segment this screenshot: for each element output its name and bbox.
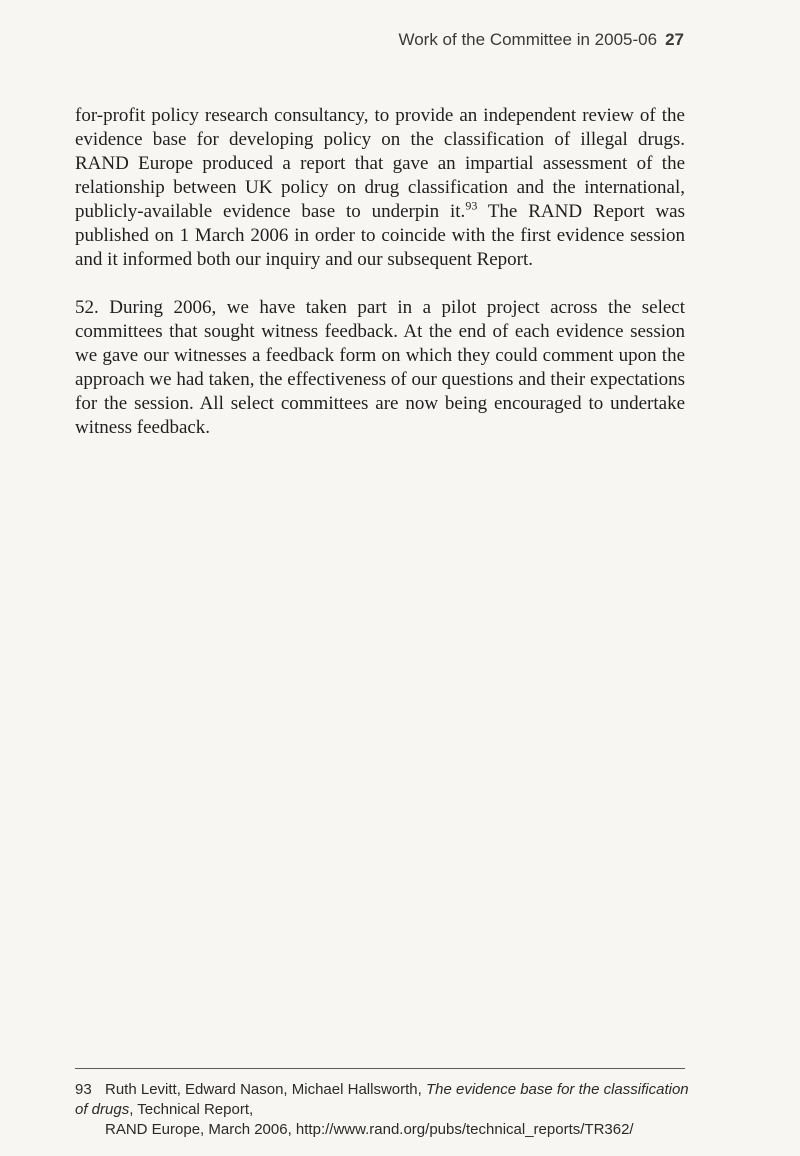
paragraph-51-continuation	[75, 104, 685, 272]
running-header-title: Work of the Committee in 2005-06	[398, 30, 658, 49]
footnote-title: The evidence base for the classification of drugs	[75, 1081, 689, 1118]
footnote-separator	[75, 1068, 685, 1069]
footnote-93	[75, 1080, 695, 1140]
running-header	[398, 30, 684, 50]
footnote-number: 93	[75, 1081, 92, 1098]
paragraph-51-text-a: for-profit policy research consultancy, to provide an independent review of the evidence base for developing policy on the classification of illegal drugs. RAND Europe produced a report that gave an impartial assessment of the relationship between UK policy on drug classification and the international, publicly-available evidence base to underpin it.	[75, 105, 685, 222]
footnote-rest: , Technical Report,	[129, 1101, 254, 1118]
paragraph-52: 52. During 2006, we have taken part in a pilot project across the select committees that sought witness feedback. At the end of each evidence session we gave our witnesses a feedback form on which they could comment upon the approach we had taken, the effectiveness of our questions and their expectations for the session. All select committees are now being encouraged to undertake witness feedback.	[75, 297, 685, 438]
page-number: 27	[665, 30, 684, 49]
footnote-source: RAND Europe, March 2006, http://www.rand.org/pubs/technical_reports/TR362/	[105, 1121, 634, 1138]
paragraph-51-text-b: The RAND Report was published on 1 March 2006 in order to coincide with the first evidence session and it informed both our inquiry and our subsequent Report.	[75, 201, 686, 270]
footnote-ref-93[interactable]: 93	[465, 198, 478, 213]
body-text	[75, 104, 685, 464]
footnote-authors: Ruth Levitt, Edward Nason, Michael Hallsworth,	[105, 1081, 426, 1098]
